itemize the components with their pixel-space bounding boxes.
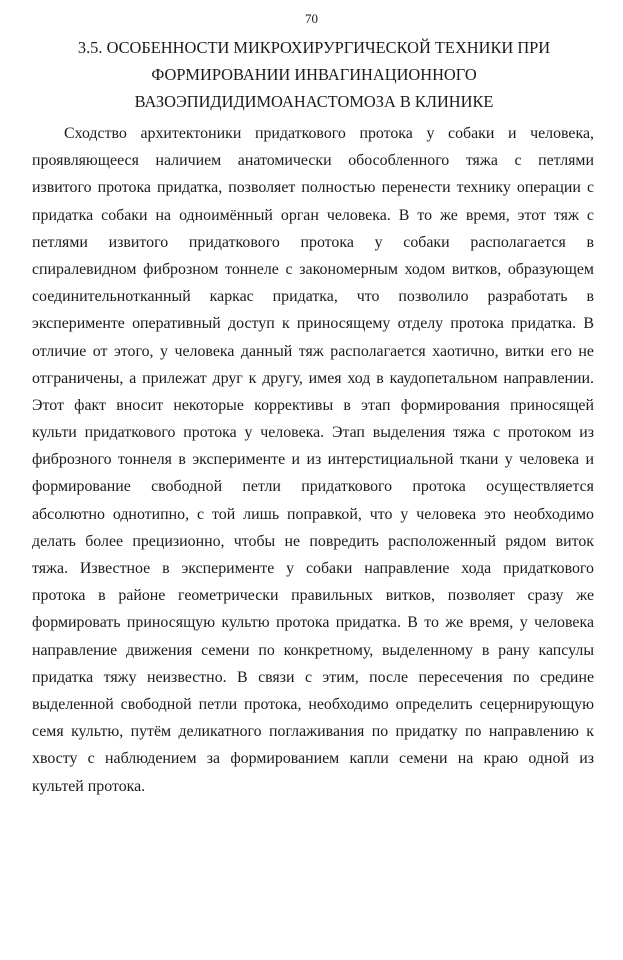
paragraph-line: спиралевидном фиброзном тоннеле с закономерным ходом витков, образующем (32, 260, 594, 278)
paragraph-line: выделенной свободной петли протока, необходимо определить сецернирующую (32, 695, 594, 713)
section-heading-line: ВАЗОЭПИДИДИМОАНАСТОМОЗА В КЛИНИКЕ (134, 92, 494, 111)
body-paragraph (32, 120, 594, 800)
section-heading-line: ФОРМИРОВАНИИ ИНВАГИНАЦИОННОГО (151, 65, 477, 84)
paragraph-line: Сходство архитектоники придаткового протока у собаки и человека, (64, 125, 594, 142)
paragraph-line: петлями извитого придаткового протока у собаки располагается в (32, 233, 594, 251)
paragraph-line: фиброзного тоннеля в эксперименте и из интерстициальной ткани у человека и (32, 451, 594, 469)
paragraph-line: придатка собаки на одноимённый орган человека. В то же время, этот тяж с (32, 206, 594, 224)
paragraph-line: эксперименте оперативный доступ к приносящему отделу протока придатка. В (32, 315, 594, 333)
paragraph-line: культи придаткового протока у человека. Этап выделения тяжа с протоком из (32, 424, 594, 442)
paragraph-line: придатка тяжу неизвестно. В связи с этим, после пересечения по средине (32, 668, 594, 686)
paragraph-line: проявляющееся наличием анатомически обособленного тяжа с петлями (32, 152, 594, 170)
paragraph-line: отличие от этого, у человека данный тяж располагается хаотично, витки его не (32, 342, 594, 360)
paragraph-line: абсолютно однотипно, с той лишь поправкой, что у человека это необходимо (32, 505, 594, 523)
paragraph-line: извитого протока придатка, позволяет полностью перенести технику операции с (32, 179, 594, 197)
paragraph-line: Этот факт вносит некоторые коррективы в этап формирования приносящей (32, 396, 594, 414)
page-number: 70 (305, 11, 318, 26)
paragraph-line: культей протока. (32, 777, 146, 795)
paragraph-line: тяжа. Известное в эксперименте у собаки направление хода придаткового (32, 560, 594, 577)
paragraph-line: направление движения семени по конкретному, выделенному в рану капсулы (32, 641, 594, 659)
section-heading (44, 34, 584, 115)
section-heading-line: 3.5. ОСОБЕННОСТИ МИКРОХИРУРГИЧЕСКОЙ ТЕХНИКИ ПРИ (77, 38, 551, 57)
paragraph-line: формировать приносящую культю протока придатка. В то же время, у человека (32, 614, 594, 632)
paragraph-line: семя культю, путём деликатного поглаживания по придатку по направлению к (32, 723, 594, 741)
paragraph-line: хвосту с наблюдением за формированием капли семени на краю одной из (32, 750, 594, 768)
paragraph-line: делать более прецизионно, чтобы не повредить расположенный рядом виток (32, 532, 594, 550)
paragraph-line: отграничены, а прилежат друг к другу, имея ход в каудопетальном направлении. (32, 369, 594, 387)
paragraph-line: формирование свободной петли придаткового протока осуществляется (32, 478, 594, 496)
paragraph-line: протока в районе геометрически правильных витков, позволяет сразу же (32, 587, 594, 605)
paragraph-line: соединительнотканный каркас придатка, что позволило разработать в (32, 288, 594, 306)
